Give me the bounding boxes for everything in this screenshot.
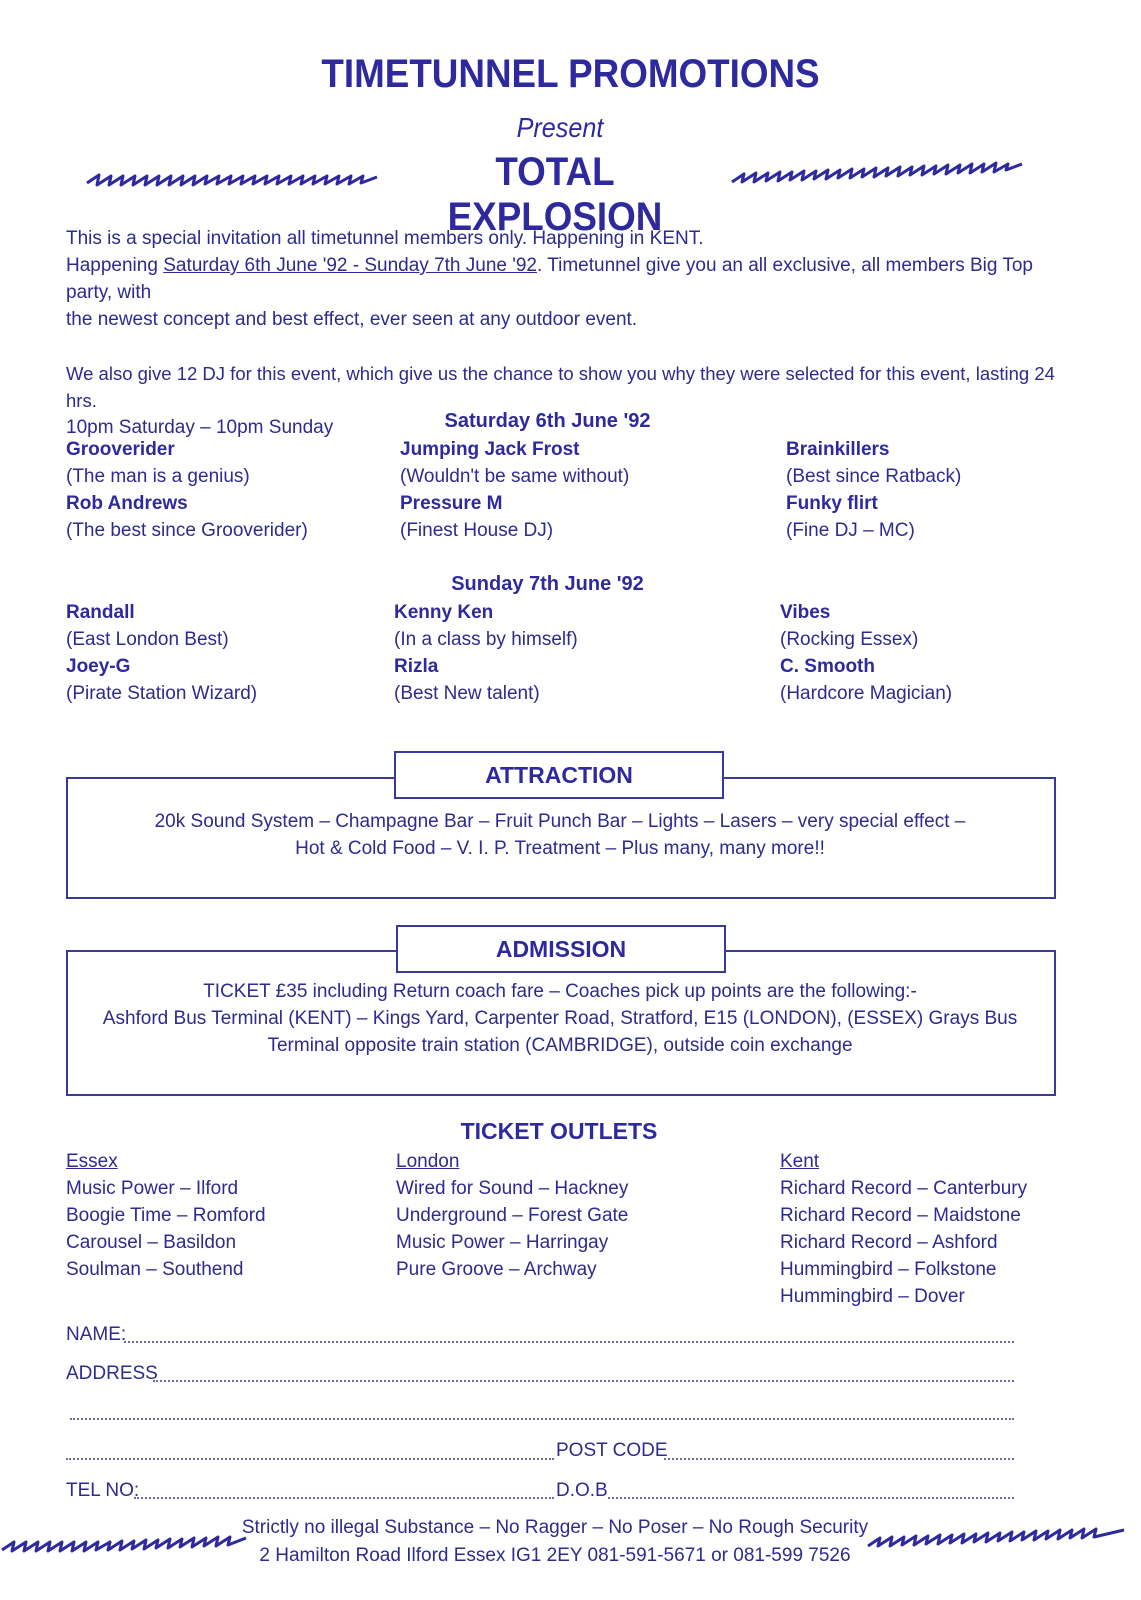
- dj-desc: (Finest House DJ): [400, 520, 554, 541]
- dj-name: C. Smooth: [780, 656, 875, 677]
- footer-rules: Strictly no illegal Substance – No Ragger – No Poser – No Rough Security: [241, 1517, 869, 1538]
- outlet-item: Wired for Sound – Hackney: [396, 1178, 629, 1199]
- address-field-line-3[interactable]: [66, 1458, 554, 1460]
- dj-name: Kenny Ken: [394, 602, 494, 623]
- event-title: TOTAL EXPLOSION: [447, 150, 663, 239]
- outlet-item: Boogie Time – Romford: [66, 1205, 266, 1226]
- intro-line-3: the newest concept and best effect, ever seen at any outdoor event.: [66, 309, 638, 330]
- squiggle-right-bottom: [866, 1524, 1128, 1550]
- dj-desc: (In a class by himself): [394, 629, 578, 650]
- dj-name: Funky flirt: [786, 493, 878, 514]
- outlet-item: Richard Record – Canterbury: [780, 1178, 1028, 1199]
- outlets-kent: [780, 1148, 1027, 1310]
- admission-text: [70, 978, 1050, 1059]
- intro-line-2: [66, 252, 1076, 306]
- dj-desc: (The man is a genius): [66, 466, 250, 487]
- outlet-item: Carousel – Basildon: [66, 1232, 237, 1253]
- dj-desc: (Best since Ratback): [786, 466, 962, 487]
- dj-desc: (Wouldn't be same without): [400, 466, 630, 487]
- sunday-col-3: [780, 599, 952, 707]
- squiggle-left-top: [85, 165, 385, 191]
- dj-name: Joey-G: [66, 656, 131, 677]
- saturday-title: Saturday 6th June '92: [444, 410, 651, 432]
- saturday-col-3: [786, 436, 961, 544]
- postcode-field[interactable]: [664, 1458, 1014, 1460]
- outlet-item: Soulman – Southend: [66, 1259, 244, 1280]
- outlet-item: Underground – Forest Gate: [396, 1205, 629, 1226]
- outlet-item: Richard Record – Ashford: [780, 1232, 998, 1253]
- dj-name: Jumping Jack Frost: [400, 439, 580, 460]
- outlet-item: Pure Groove – Archway: [396, 1259, 597, 1280]
- postcode-label: POST CODE: [556, 1440, 668, 1461]
- outlets-london: [396, 1148, 628, 1283]
- saturday-col-1: [66, 436, 308, 544]
- intro-line-1: This is a special invitation all timetunnel members only. Happening in KENT.: [66, 228, 704, 249]
- outlets-essex: [66, 1148, 266, 1283]
- outlet-region-header: Essex: [66, 1151, 118, 1172]
- address-field-line-2[interactable]: [70, 1418, 1014, 1420]
- dj-desc: (Fine DJ – MC): [786, 520, 915, 541]
- saturday-col-2: [400, 436, 629, 544]
- outlet-region-header: Kent: [780, 1151, 820, 1172]
- dob-label: D.O.B: [556, 1480, 608, 1501]
- intro-text: [66, 225, 1076, 441]
- name-field[interactable]: [124, 1341, 1014, 1343]
- outlet-item: Hummingbird – Dover: [780, 1286, 965, 1307]
- sunday-col-2: [394, 599, 578, 707]
- attraction-text: [70, 808, 1050, 862]
- squiggle-right-top: [730, 160, 1030, 186]
- present-label: Present: [516, 112, 604, 143]
- intro-line-4: We also give 12 DJ for this event, which give us the chance to show you why they were selected for this event, lasting 24 hrs.: [66, 363, 1055, 411]
- dj-name: Brainkillers: [786, 439, 890, 460]
- dj-desc: (Rocking Essex): [780, 629, 919, 650]
- sunday-title: Sunday 7th June '92: [451, 573, 644, 595]
- intro-dates: Saturday 6th June '92 - Sunday 7th June '92: [163, 255, 537, 276]
- dj-desc: (East London Best): [66, 629, 229, 650]
- admission-title: ADMISSION: [396, 925, 726, 973]
- tel-label: TEL NO:: [66, 1480, 140, 1501]
- outlet-item: Hummingbird – Folkstone: [780, 1259, 997, 1280]
- dj-desc: (Hardcore Magician): [780, 683, 953, 704]
- intro-line-5: 10pm Saturday – 10pm Sunday: [66, 417, 334, 438]
- outlet-item: Richard Record – Maidstone: [780, 1205, 1021, 1226]
- dj-name: Pressure M: [400, 493, 503, 514]
- dj-name: Randall: [66, 602, 135, 623]
- dj-desc: (The best since Grooverider): [66, 520, 308, 541]
- attraction-title: ATTRACTION: [394, 751, 724, 799]
- dj-name: Rob Andrews: [66, 493, 188, 514]
- intro-line-2-post: . Timetunnel give you an all exclusive, all members Big Top party, with: [66, 255, 1034, 303]
- admission-line-2: Ashford Bus Terminal (KENT) – Kings Yard, Carpenter Road, Stratford, E15 (LONDON), (ESSEX) Grays Bus: [102, 1008, 1018, 1029]
- address-label: ADDRESS: [66, 1363, 158, 1384]
- tel-field[interactable]: [134, 1497, 554, 1499]
- outlet-item: Music Power – Harringay: [396, 1232, 609, 1253]
- dj-name: Vibes: [780, 602, 831, 623]
- attraction-line-2: Hot & Cold Food – V. I. P. Treatment – Plus many, many more!!: [295, 838, 825, 859]
- promoter-title: TIMETUNNEL PROMOTIONS: [321, 52, 820, 96]
- dj-desc: (Pirate Station Wizard): [66, 683, 258, 704]
- admission-line-1: TICKET £35 including Return coach fare – Coaches pick up points are the following:-: [203, 981, 917, 1002]
- outlets-title: TICKET OUTLETS: [460, 1118, 658, 1144]
- outlet-region-header: London: [396, 1151, 460, 1172]
- admission-line-3: Terminal opposite train station (CAMBRIDGE), outside coin exchange: [267, 1035, 853, 1056]
- outlet-item: Music Power – Ilford: [66, 1178, 239, 1199]
- sunday-col-1: [66, 599, 257, 707]
- attraction-line-1: 20k Sound System – Champagne Bar – Fruit Punch Bar – Lights – Lasers – very special effect –: [154, 811, 966, 832]
- name-label: NAME:: [66, 1324, 127, 1345]
- dj-desc: (Best New talent): [394, 683, 540, 704]
- footer-address: 2 Hamilton Road Ilford Essex IG1 2EY 081-591-5671 or 081-599 7526: [259, 1545, 851, 1566]
- address-field[interactable]: [153, 1380, 1014, 1382]
- dob-field[interactable]: [608, 1497, 1014, 1499]
- intro-line-2-pre: Happening: [66, 255, 164, 276]
- dj-name: Grooverider: [66, 439, 175, 460]
- dj-name: Rizla: [394, 656, 439, 677]
